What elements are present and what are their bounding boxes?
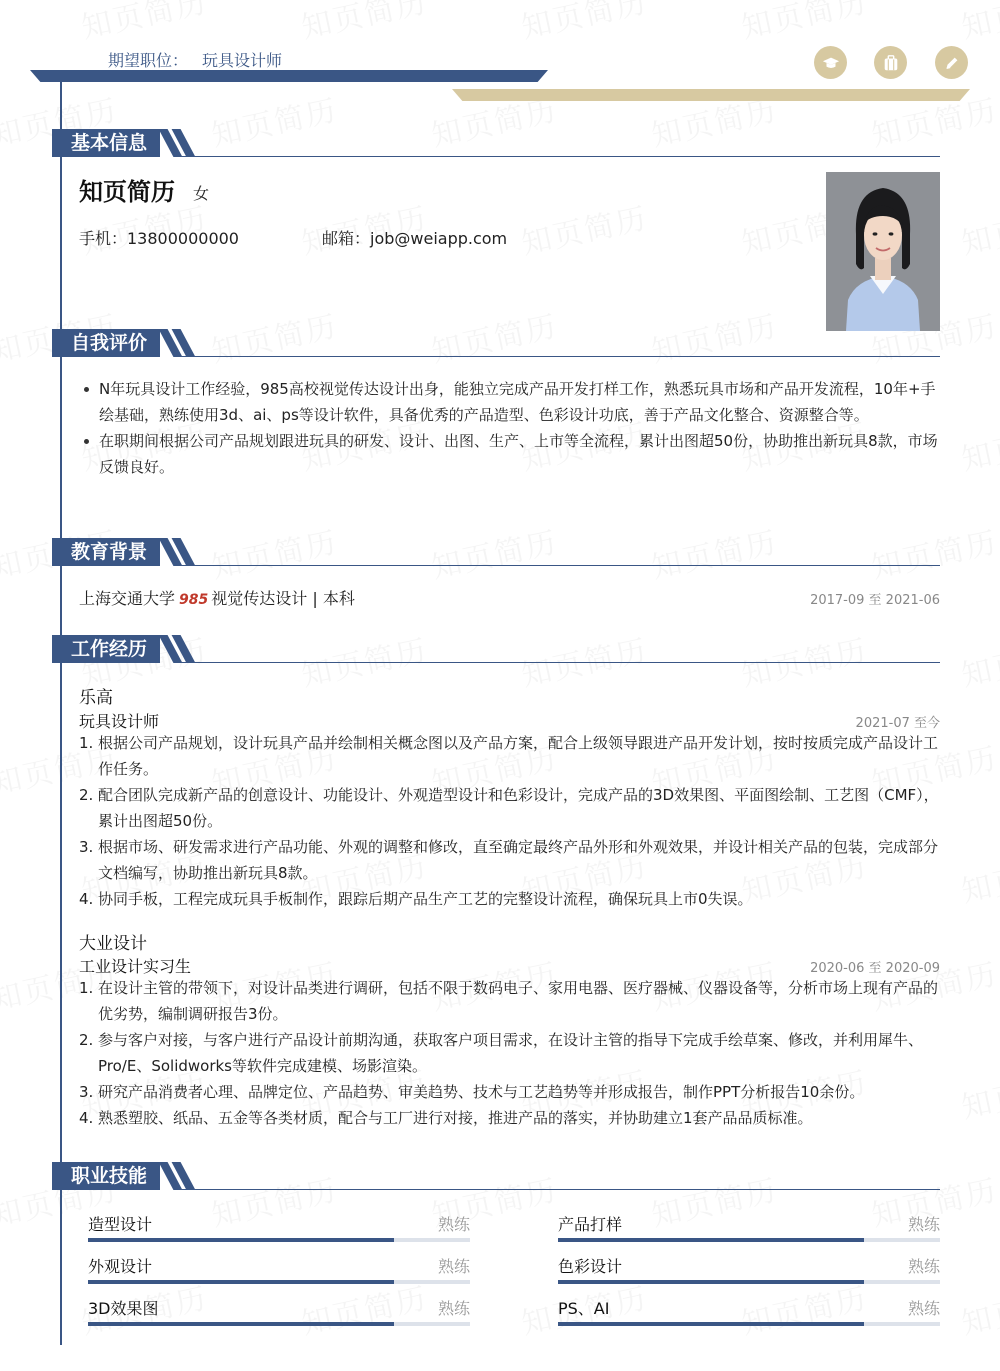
school-985-badge: 985 [179,592,209,608]
list-item: 在职期间根据公司产品规划跟进玩具的研发、设计、出图、生产、上市等全流程，累计出图超50份，协助推出新玩具8款，市场反馈良好。 [79,428,945,480]
skill-bar-track [88,1280,470,1284]
skill-item [88,1296,470,1326]
list-item: 1. 在设计主管的带领下，对设计品类进行调研，包括不限于数码电子、家用电器、医疗器械、仪器设备等，分析市场上现有产品的优劣势，编制调研报告3份。 [79,979,939,1023]
list-item: 2. 参与客户对接，与客户进行产品设计前期沟通，获取客户项目需求，在设计主管的指导下完成手绘草案、修改，并利用犀牛、Pro/E、Solidworks等软件完成建模、场影渲染。 [79,1031,924,1075]
section-header-work [52,635,940,663]
list-item: 4. 熟悉塑胶、纸品、五金等各类材质，配合与工厂进行对接，推进产品的落实，并协助建立1套产品品质标准。 [79,1109,813,1127]
list-item: 1. 根据公司产品规划，设计玩具产品并绘制相关概念图以及产品方案，配合上级领导跟进产品开发计划，按时按质完成产品设计工作任务。 [79,734,939,778]
section-rule [182,356,940,357]
section-rule [182,156,940,157]
skill-level: 熟练 [437,1215,470,1234]
skill-bar-fill [558,1322,864,1326]
profile-photo [826,172,940,331]
section-title: 职业技能 [52,1162,160,1190]
list-item: 3. 研究产品消费者心理、品牌定位、产品趋势、审美趋势、技术与工艺趋势等并形成报告，制作PPT分析报告10余份。 [79,1083,865,1101]
skill-bar-track [88,1238,470,1242]
section-header-self-evaluation [52,329,940,357]
education-date: 2017-09 至 2021-06 [810,593,940,608]
skill-bar-fill [558,1238,864,1242]
watermark-text [517,0,651,47]
list-item: 2. 配合团队完成新产品的创意设计、功能设计、外观造型设计和色彩设计，完成产品的3D效果图、平面图绘制、工艺图（CMF），累计出图超50份。 [79,786,939,830]
watermark-text [957,193,1000,263]
skill-name: 造型设计 [88,1215,153,1234]
skill-bar-fill [88,1322,394,1326]
self-evaluation-list [79,376,945,480]
skill-level: 熟练 [437,1299,470,1318]
watermark-text [957,409,1000,479]
skill-item [558,1254,940,1284]
job-intent-label: 期望职位： [108,51,189,70]
skill-name: 产品打样 [558,1215,623,1234]
skill-item [558,1212,940,1242]
watermark-text [957,1273,1000,1343]
section-title: 教育背景 [52,538,160,566]
section-rule [182,662,940,663]
job-date: 2021-07 至今 [855,716,940,731]
section-rule [182,1189,940,1190]
skill-level: 熟练 [907,1257,940,1276]
skill-level: 熟练 [437,1257,470,1276]
skill-bar-track [88,1322,470,1326]
skill-bar-track [558,1238,940,1242]
list-item: 3. 根据市场、研发需求进行产品功能、外观的调整和修改，直至确定最终产品外形和外观效果，并设计相关产品的包装，完成部分文档编写，协助推出新玩具8款。 [79,838,939,882]
company-name: 乐高 [79,688,113,708]
skill-bar-fill [88,1280,394,1284]
candidate-gender: 女 [193,184,210,203]
skill-level: 熟练 [907,1299,940,1318]
skill-name: 3D效果图 [88,1299,159,1318]
watermark-text [77,0,211,47]
skill-item [558,1296,940,1326]
watermark-text [737,0,871,47]
section-header-education [52,538,940,566]
skill-name: 外观设计 [88,1257,153,1276]
watermark-text [517,193,651,263]
section-title: 工作经历 [52,635,160,663]
list-item: N年玩具设计工作经验，985高校视觉传达设计出身，能独立完成产品开发打样工作，熟悉玩具市场和产品开发流程，10年+手绘基础，熟练使用3d、ai、ps等设计软件，具备优秀的产品造型、色彩设计功底，善于产品文化整合、资源整合等。 [79,376,945,428]
skill-bar-track [558,1322,940,1326]
briefcase-icon [874,46,907,79]
skill-item [88,1254,470,1284]
education-entry [79,586,355,609]
list-item: 4. 协同手板，工程完成玩具手板制作，跟踪后期产品生产工艺的完整设计流程，确保玩具上市0失误。 [79,890,753,908]
graduation-cap-icon [814,46,847,79]
skill-bar-fill [558,1280,864,1284]
skill-name: 色彩设计 [558,1257,623,1276]
school-name: 上海交通大学 [79,589,176,608]
skill-bar-track [558,1280,940,1284]
education-detail: 视觉传达设计 | 本科 [211,589,355,608]
header-gold-band [452,89,970,101]
section-title: 自我评价 [52,329,160,357]
job-role: 工业设计实习生 [79,957,192,976]
pencil-icon [935,46,968,79]
watermark-text [297,0,431,47]
job-intent-value: 玩具设计师 [202,51,283,70]
skill-item [88,1212,470,1242]
header-blue-band [30,70,548,82]
candidate-phone: 手机：13800000000 [79,229,239,248]
section-title: 基本信息 [52,129,160,157]
watermark-text [957,1057,1000,1127]
skill-bar-fill [88,1238,394,1242]
job-role: 玩具设计师 [79,712,160,731]
section-header-basic [52,129,940,157]
company-name: 大业设计 [79,934,147,954]
candidate-email: 邮箱：job@weiapp.com [322,229,508,248]
watermark-text [957,0,1000,47]
timeline-line [60,82,62,1345]
candidate-name: 知页简历 [79,178,175,206]
job-duties-list [79,730,945,912]
watermark-text [957,625,1000,695]
job-duties-list [79,975,945,1131]
skill-level: 熟练 [907,1215,940,1234]
job-intent [108,48,282,71]
watermark-text [957,841,1000,911]
section-header-skills [52,1162,940,1190]
skill-name: PS、AI [558,1299,610,1318]
section-rule [182,565,940,566]
job-date: 2020-06 至 2020-09 [810,961,940,976]
